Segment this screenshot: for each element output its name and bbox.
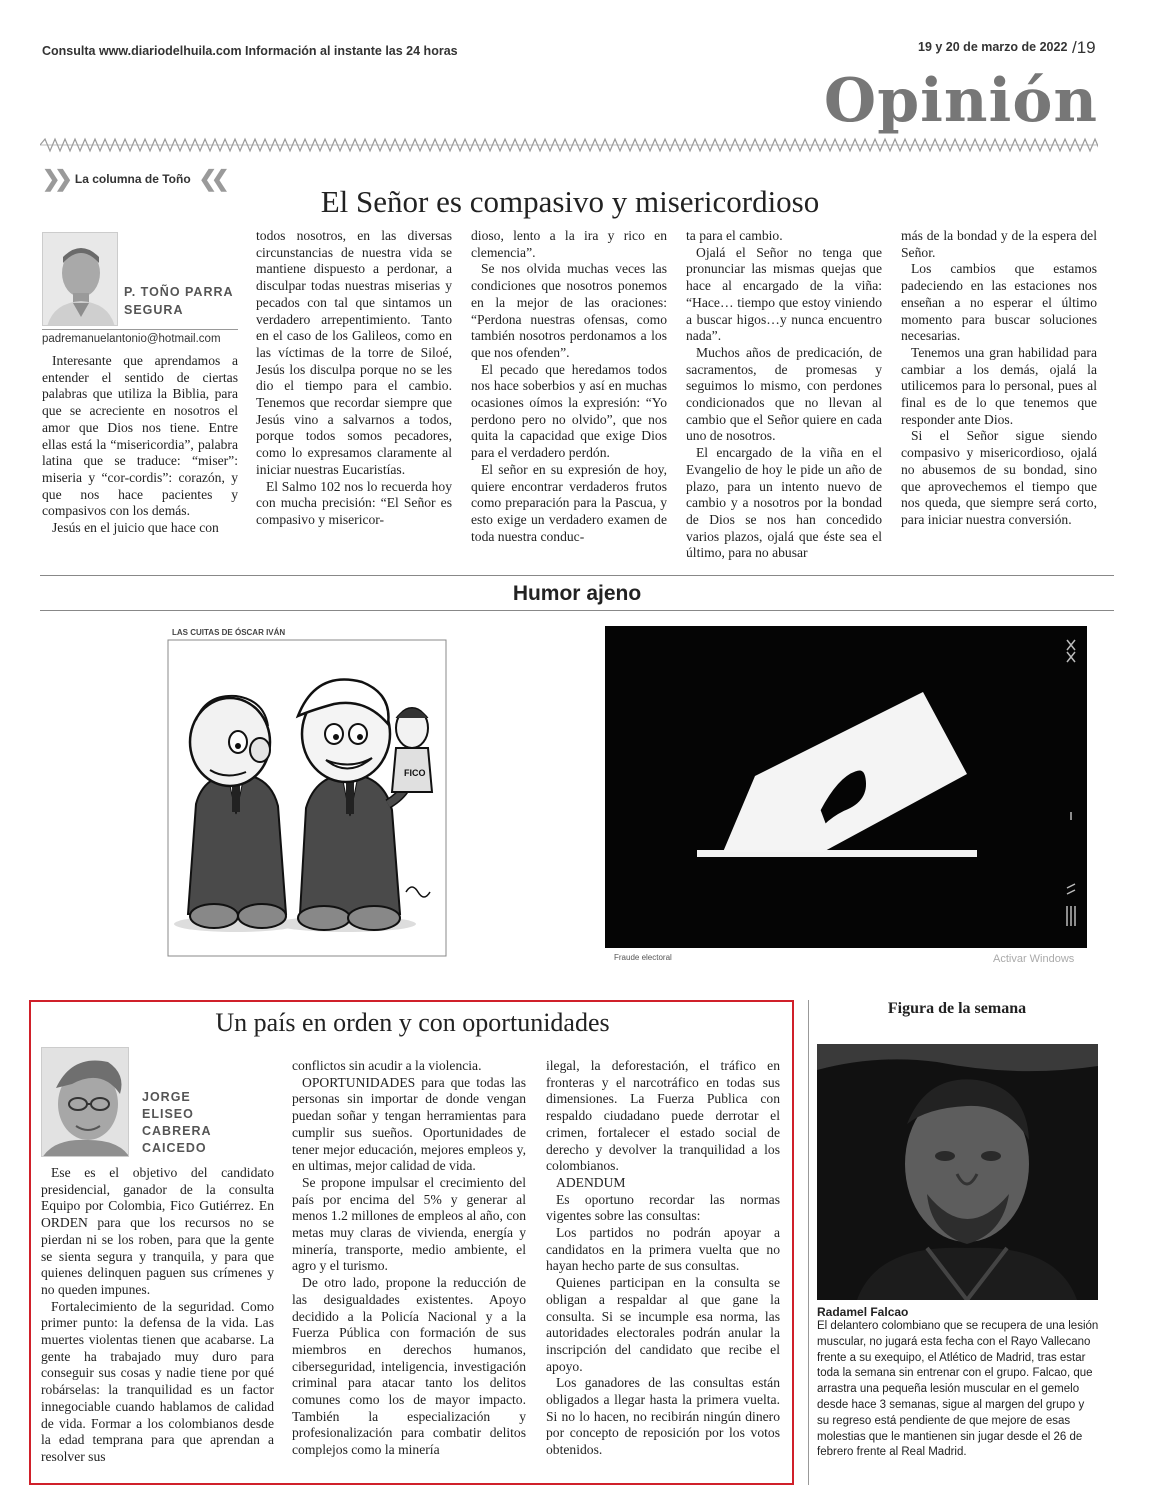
paragraph: Los partidos no podrán apoyar a candidatos en la primera vuelta que no hayan hecho parte de sus consultas. xyxy=(546,1225,780,1274)
os-watermark: Activar Windows xyxy=(993,953,1075,965)
author-photo xyxy=(42,232,118,326)
paragraph: Quienes participan en la consulta se obligan a respaldar al que gane la consulta. Si se incumple esa norma, las autoridades electorales podrán anular la inscripción del candidato que recibe el apoyo. xyxy=(546,1275,780,1374)
subheading: ADENDUM xyxy=(556,1174,626,1190)
cartoon-caption: Fraude electoral xyxy=(614,953,672,962)
article2-column-1 xyxy=(41,1165,274,1466)
article2-column-3 xyxy=(546,1058,780,1459)
feature-name: Radamel Falcao xyxy=(817,1305,909,1319)
paragraph: Ojalá el Señor no tenga que pronunciar las mismas quejas que hace al encargado de la viña: “Hace… tiempo que estoy viniendo a buscar higos…y nunca encuentro nada”. xyxy=(686,244,882,344)
column-kicker xyxy=(42,168,224,190)
paragraph: Se propone impulsar el crecimiento del país por encima del 5% y generar al menos 1.2 millones de empleos al año, con metas muy claras de vivienda, energía y minería, transporte, medio ambiente, el agro y el turismo. xyxy=(292,1174,526,1274)
article-title-2: Un país en orden y con oportunidades xyxy=(215,1008,610,1037)
article-title: El Señor es compasivo y misericordioso xyxy=(320,184,820,219)
kicker-label: La columna de Toño xyxy=(74,172,191,186)
article-column-5 xyxy=(901,228,1097,529)
paragraph: ta para el cambio. xyxy=(686,228,783,243)
humor-section-title: Humor ajeno xyxy=(512,582,642,605)
feature-photo xyxy=(817,1044,1098,1300)
chevron-right-icon: ❯❯ xyxy=(42,166,67,191)
paragraph: El señor en su expresión de hoy, quiere encontrar verdaderos frutos como preparación para la Pascua, y esto exige un verdadero examen de toda nuestra conduc- xyxy=(471,461,667,544)
paragraph: todos nosotros, en las diversas circunstancias de nuestra vida se mantiene dispuesto a perdonar, a disculpar todas nuestras miserias y pecados con tal que sintamos un verdadero arrepentimiento. Tanto en el caso de los Galileos, como en las víctimas de la torre de Siloé, Jesús los disculpa porque no se les dio el tiempo para el cambio. Tenemos que recordar siempre que Jesús vino a salvarnos a todos, porque todos somos pecadores, como lo expresamos claramente al iniciar nuestras Eucaristías. xyxy=(256,228,452,477)
puppet-tag: FICO xyxy=(404,768,426,778)
feature-title: Figura de la semana xyxy=(887,1000,1027,1017)
paragraph: Ese es el objetivo del candidato presidencial, ganador de la consulta Equipo por Colombia, Fico Gutiérrez. En ORDEN para que los recursos no se pierdan ni se los roben, para que la gente se sienta segura y tranquila, y para que quienes delinquen paguen sus crímenes y no queden impunes. xyxy=(41,1165,274,1297)
paragraph: El pecado que heredamos todos nos hace soberbios y así en muchas ocasiones oímos la expresión: “Yo perdono pero no olvido”, que nos quita la capacidad que exige Dios para el verdadero perdón. xyxy=(471,361,667,461)
paragraph: El encargado de la viña en el Evangelio de hoy le pide un año de plazo, para un intento nuevo de cambio y a nosotros por la bondad de Dios se nos han concedido varios plazos, ojalá que éste sea el último, para no abusar xyxy=(686,445,882,561)
paragraph: conflictos sin acudir a la violencia. xyxy=(292,1058,482,1073)
column-divider xyxy=(808,1000,809,1485)
cartoon-title: LAS CUITAS DE ÓSCAR IVÁN xyxy=(172,628,286,637)
paragraph: Fortalecimiento de la seguridad. Como primer punto: la defensa de la vida. Las muertes violentas tienen que acabarse. La gente ha trabajado muy duro para conseguir sus cosas y nadie tiene por qué robárselas: la tranquilidad es un factor innegociable cuando hablamos de calidad de vida. Formar a los colombianos desde la edad temprana para que aprendan a resolver sus xyxy=(41,1298,274,1464)
cartoon-left xyxy=(166,624,450,960)
page-number: /19 xyxy=(1072,38,1096,57)
author-photo-2 xyxy=(41,1047,129,1157)
paragraph: De otro lado, propone la reducción de las desigualdades existentes. Apoyo decidido a la Policía Nacional y a la Fuerza Pública con formación de sus miembros en derechos humanos, ciberseguridad, inteligencia, investigación criminal para atacar tanto los delitos comunes como los de mayor impacto. También la especialización y profesionalización para combatir delitos complejos como la minería xyxy=(292,1275,526,1458)
article2-column-2 xyxy=(292,1058,526,1459)
paragraph: más de la bondad y de la espera del Señor. xyxy=(901,228,1097,260)
section-title: Opinión xyxy=(823,66,1098,136)
paragraph: Se nos olvida muchas veces las condiciones que nosotros ponemos en la mejor de las oraciones: “Perdona nuestras ofensas, como también nosotros perdonamos a los que nos ofenden”. xyxy=(471,261,667,360)
section-divider xyxy=(40,575,1114,576)
decorative-border xyxy=(40,136,1098,154)
feature-caption: El delantero colombiano que se recupera de una lesión muscular, no jugará esta fecha con el Rayo Vallecano frente a su exequipo, el Atlético de Madrid, tras estar toda la semana sin entrenar con el grupo. Falcao, que arrastra una pequeña lesión muscular en el gemelo desde hace 3 semanas, sigue al margen del grupo y su regreso está pendiente de que mejore de esas molestias que le mantienen sin jugar desde el 26 de febrero frente al Real Madrid. xyxy=(817,1320,1099,1459)
paragraph: Los cambios que estamos padeciendo en las estaciones nos enseñan a no esperar el último momento para buscar soluciones necesarias. xyxy=(901,261,1097,344)
issue-date: 19 y 20 de marzo de 2022 xyxy=(918,40,1068,54)
paragraph: Si el Señor sigue siendo compasivo y misericordioso, ojalá no abusemos de su bondad, sino que aprovechemos el tiempo que nos queda, que siempre será corto, para iniciar nuestra conversión. xyxy=(901,428,1097,527)
paragraph: Muchos años de predicación, de sacramentos, de promesas y seguimos lo mismo, con perdones condicionados que no llevan al cambio que el Señor quiere en cada uno de nosotros. xyxy=(686,344,882,444)
paragraph: Los ganadores de las consultas están obligados a llegar hasta la primera vuelta. Si no lo hacen, no recibirán ningún dinero por concepto de reposición por los votos obtenidos. xyxy=(546,1375,780,1458)
paragraph: Interesante que aprendamos a entender el sentido de ciertas palabras que utiliza la Biblia, para que se acreciente en nosotros el amor que Dios nos tiene. Entre ellas está la “misericordia”, palabra latina que se traduce: “miser”: miseria y “cor-cordis”: corazón, y que nos hace pacientes y compasivos con los demás. xyxy=(42,353,238,519)
site-line: Consulta www.diariodelhuila.com Información al instante las 24 horas xyxy=(42,44,458,58)
paragraph: El Salmo 102 nos lo recuerda hoy con mucha precisión: “El Señor es compasivo y misericor- xyxy=(256,478,452,527)
paragraph: ilegal, la deforestación, el tráfico en fronteras y el narcotráfico en todas sus dimensiones. La Fuerza Publica con respaldo ciudadano puede derrotar el crimen, fortalecer el estado social de derecho y devolver la tranquilidad a los colombianos. xyxy=(546,1058,780,1174)
paragraph: Tenemos una gran habilidad para cambiar a los demás, ojalá la utilicemos para lo personal, pues al final es de lo que tenemos que responder ante Dios. xyxy=(901,344,1097,427)
paragraph: OPORTUNIDADES para que todas las personas sin importar de donde vengan puedan soñar y tengan herramientas para cumplir sus sueños. Oportunidades de tener mejor educación, mejores empleos y, en ultimas, mejor calidad de vida. xyxy=(292,1074,526,1174)
author-email[interactable]: padremanuelantonio@hotmail.com xyxy=(42,329,238,345)
paragraph: Es oportuno recordar las normas vigentes sobre las consultas: xyxy=(546,1191,780,1224)
article-column-3 xyxy=(471,228,667,545)
article-column-2 xyxy=(256,228,452,529)
paragraph: dioso, lento a la ira y rico en clemencia”. xyxy=(471,228,667,260)
article-column-4 xyxy=(686,228,882,562)
paragraph: Jesús en el juicio que hace con xyxy=(52,520,219,536)
cartoon-right xyxy=(605,626,1087,948)
chevron-left-icon: ❮❮ xyxy=(198,166,224,191)
author-name: P. TOÑO PARRA SEGURA xyxy=(124,285,234,318)
section-divider xyxy=(40,610,1114,611)
article-column-1 xyxy=(42,353,238,537)
author-name-2: JORGE ELISEO CABRERA CAICEDO xyxy=(142,1090,212,1155)
